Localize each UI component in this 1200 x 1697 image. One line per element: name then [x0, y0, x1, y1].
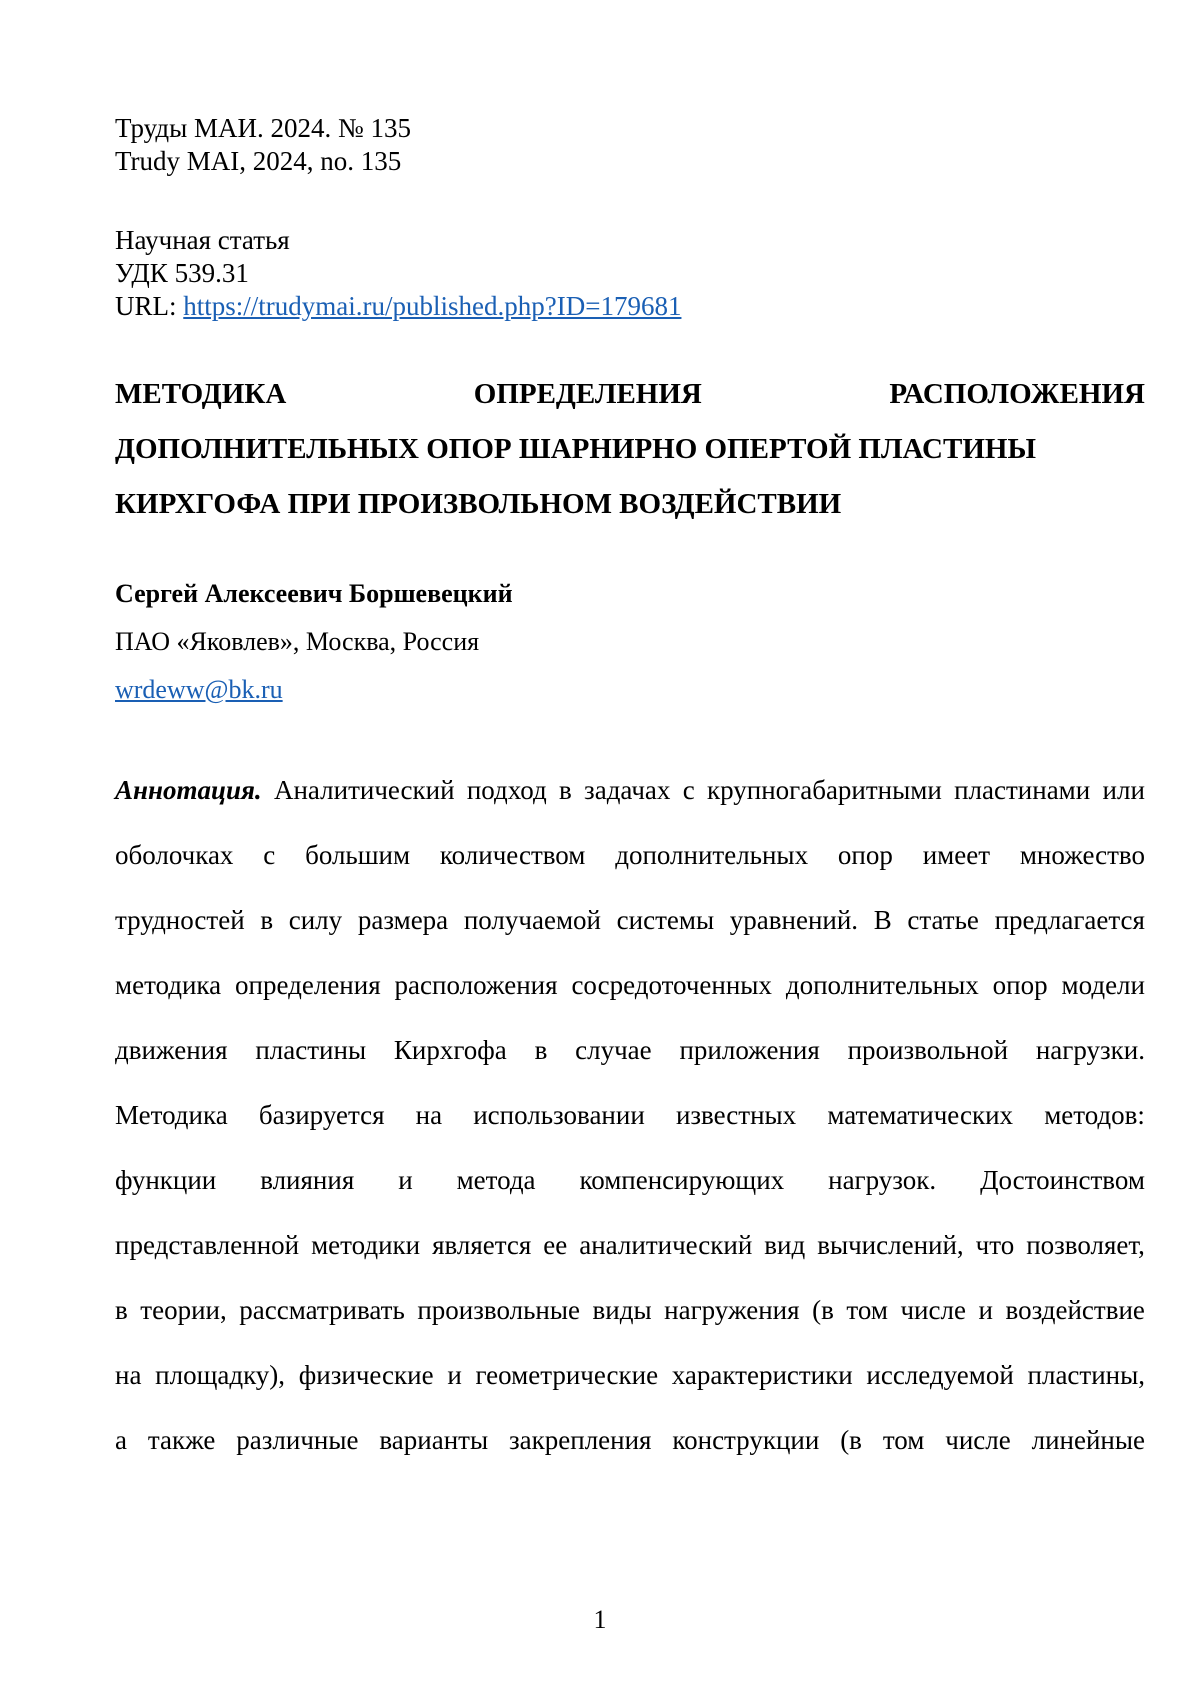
- abstract-word: том: [846, 1295, 888, 1325]
- author-affiliation: ПАО «Яковлев», Москва, Россия: [115, 627, 480, 656]
- abstract-word: модели: [1061, 970, 1145, 1000]
- abstract-word: или: [1102, 775, 1145, 805]
- abstract-word: на: [415, 1100, 443, 1130]
- abstract-word: исследуемой: [866, 1360, 1014, 1390]
- abstract-word: сосредоточенных: [571, 970, 772, 1000]
- abstract-word: пластины,: [1027, 1360, 1145, 1390]
- abstract: [115, 758, 1145, 1473]
- article-url-line: [115, 290, 1145, 323]
- abstract-line: [115, 1278, 1145, 1343]
- abstract-word: площадку),: [155, 1360, 286, 1390]
- abstract-word: числе: [945, 1425, 1011, 1455]
- abstract-word: также: [147, 1425, 216, 1455]
- abstract-line: [115, 888, 1145, 953]
- abstract-word: системы: [616, 905, 715, 935]
- abstract-line: [115, 1213, 1145, 1278]
- title-word: ОПРЕДЕЛЕНИЯ: [473, 378, 702, 410]
- page-content: [115, 112, 1145, 1473]
- abstract-word: геометрические: [475, 1360, 659, 1390]
- abstract-word: множество: [1019, 840, 1145, 870]
- abstract-word: определения: [235, 970, 381, 1000]
- abstract-word: в: [559, 775, 572, 805]
- abstract-word: что: [975, 1230, 1015, 1260]
- abstract-word: трудностей: [115, 905, 245, 935]
- abstract-word: теории,: [140, 1295, 227, 1325]
- article-url-link[interactable]: https://trudymai.ru/published.php?ID=179681: [183, 291, 682, 321]
- abstract-word: физические: [298, 1360, 434, 1390]
- abstract-line: [115, 1343, 1145, 1408]
- abstract-word: функции: [115, 1165, 217, 1195]
- article-meta: [115, 224, 1145, 323]
- abstract-word: линейные: [1031, 1425, 1145, 1455]
- abstract-word: оболочках: [115, 840, 234, 870]
- abstract-word: вычислений,: [817, 1230, 964, 1260]
- abstract-word: том: [882, 1425, 925, 1455]
- abstract-word: виды: [592, 1295, 652, 1325]
- abstract-word: закрепления: [509, 1425, 652, 1455]
- abstract-line: [115, 1018, 1145, 1083]
- abstract-line: [115, 953, 1145, 1018]
- abstract-word: нагружения: [664, 1295, 800, 1325]
- abstract-word: дополнительных: [615, 840, 809, 870]
- abstract-word: (в: [812, 1295, 834, 1325]
- abstract-word: статье: [907, 905, 979, 935]
- title-word: РАСПОЛОЖЕНИЯ: [889, 378, 1145, 410]
- abstract-word: влияния: [260, 1165, 355, 1195]
- abstract-word: Кирхгофа: [393, 1035, 507, 1065]
- abstract-word: случае: [575, 1035, 652, 1065]
- abstract-word: известных: [675, 1100, 797, 1130]
- abstract-word: с: [263, 840, 276, 870]
- abstract-word: методов:: [1044, 1100, 1145, 1130]
- abstract-word: опор: [837, 840, 893, 870]
- abstract-word: опор: [992, 970, 1048, 1000]
- abstract-word: рассматривать: [239, 1295, 405, 1325]
- abstract-word: большим: [305, 840, 411, 870]
- abstract-line: [115, 1083, 1145, 1148]
- abstract-line: [115, 823, 1145, 888]
- abstract-word: представленной: [115, 1230, 300, 1260]
- abstract-word: произвольной: [847, 1035, 1009, 1065]
- abstract-word: и: [978, 1295, 993, 1325]
- abstract-word: характеристики: [671, 1360, 853, 1390]
- abstract-word: приложения: [679, 1035, 820, 1065]
- abstract-word: вид: [764, 1230, 806, 1260]
- abstract-word: движения: [115, 1035, 228, 1065]
- abstract-word: и: [398, 1165, 413, 1195]
- abstract-word: и: [447, 1360, 462, 1390]
- abstract-word: расположения: [394, 970, 558, 1000]
- abstract-word: в: [534, 1035, 548, 1065]
- page-number: 1: [593, 1605, 607, 1634]
- abstract-word: предлагается: [994, 905, 1145, 935]
- journal-citation-ru: Труды МАИ. 2024. № 135: [115, 113, 412, 143]
- abstract-line: [115, 1408, 1145, 1473]
- abstract-word: числе: [900, 1295, 966, 1325]
- abstract-word: математических: [827, 1100, 1014, 1130]
- abstract-word: использовании: [473, 1100, 645, 1130]
- abstract-word: подход: [466, 775, 547, 805]
- abstract-word: пластинами: [954, 775, 1091, 805]
- abstract-word: крупногабаритными: [706, 775, 942, 805]
- title-line-3: КИРХГОФА ПРИ ПРОИЗВОЛЬНОМ ВОЗДЕЙСТВИИ: [115, 488, 842, 520]
- title-line-1: [115, 367, 1145, 422]
- article-type: Научная статья: [115, 225, 290, 255]
- abstract-word: на: [115, 1360, 142, 1390]
- abstract-word: пластины: [255, 1035, 367, 1065]
- abstract-word: варианты: [379, 1425, 489, 1455]
- abstract-word: а: [115, 1425, 127, 1455]
- abstract-word: в: [260, 905, 274, 935]
- abstract-word: метода: [456, 1165, 536, 1195]
- abstract-word: (в: [840, 1425, 862, 1455]
- abstract-word: воздействие: [1005, 1295, 1145, 1325]
- title-line-2: ДОПОЛНИТЕЛЬНЫХ ОПОР ШАРНИРНО ОПЕРТОЙ ПЛАСТИНЫ: [115, 433, 1036, 465]
- abstract-line: [115, 758, 1145, 823]
- abstract-word: количеством: [439, 840, 586, 870]
- abstract-word: Аналитический: [273, 775, 455, 805]
- author-block: [115, 570, 1145, 714]
- abstract-word: конструкции: [672, 1425, 820, 1455]
- journal-citation-en: Trudy MAI, 2024, no. 135: [115, 146, 402, 176]
- abstract-line: [115, 1148, 1145, 1213]
- abstract-label: Аннотация.: [115, 775, 262, 805]
- journal-header: [115, 112, 1145, 178]
- abstract-word: ее: [543, 1230, 568, 1260]
- article-title: [115, 367, 1145, 532]
- abstract-word: базируется: [258, 1100, 385, 1130]
- abstract-word: с: [682, 775, 695, 805]
- abstract-word: размера: [357, 905, 449, 935]
- abstract-word: позволяет,: [1026, 1230, 1145, 1260]
- abstract-word: дополнительных: [785, 970, 979, 1000]
- abstract-word: получаемой: [463, 905, 601, 935]
- abstract-word: методики: [311, 1230, 421, 1260]
- abstract-word: имеет: [922, 840, 990, 870]
- abstract-word: Достоинством: [980, 1165, 1145, 1195]
- abstract-word: является: [432, 1230, 532, 1260]
- author-name: Сергей Алексеевич Боршевецкий: [115, 579, 513, 608]
- abstract-word: аналитический: [579, 1230, 753, 1260]
- abstract-word: нагрузки.: [1035, 1035, 1145, 1065]
- abstract-word: произвольные: [417, 1295, 580, 1325]
- author-email-link[interactable]: wrdeww@bk.ru: [115, 675, 283, 704]
- title-word: МЕТОДИКА: [115, 378, 287, 410]
- abstract-word: задачах: [584, 775, 671, 805]
- abstract-word: В: [873, 905, 892, 935]
- abstract-word: в: [115, 1295, 128, 1325]
- abstract-word: методика: [115, 970, 222, 1000]
- abstract-word: Методика: [115, 1100, 228, 1130]
- author-email-line: [115, 666, 1145, 714]
- abstract-word: компенсирующих: [579, 1165, 785, 1195]
- abstract-word: силу: [288, 905, 343, 935]
- abstract-word: различные: [236, 1425, 359, 1455]
- url-label: URL:: [115, 291, 184, 321]
- abstract-word: нагрузок.: [828, 1165, 937, 1195]
- abstract-word: уравнений.: [729, 905, 859, 935]
- udc-code: УДК 539.31: [115, 258, 249, 288]
